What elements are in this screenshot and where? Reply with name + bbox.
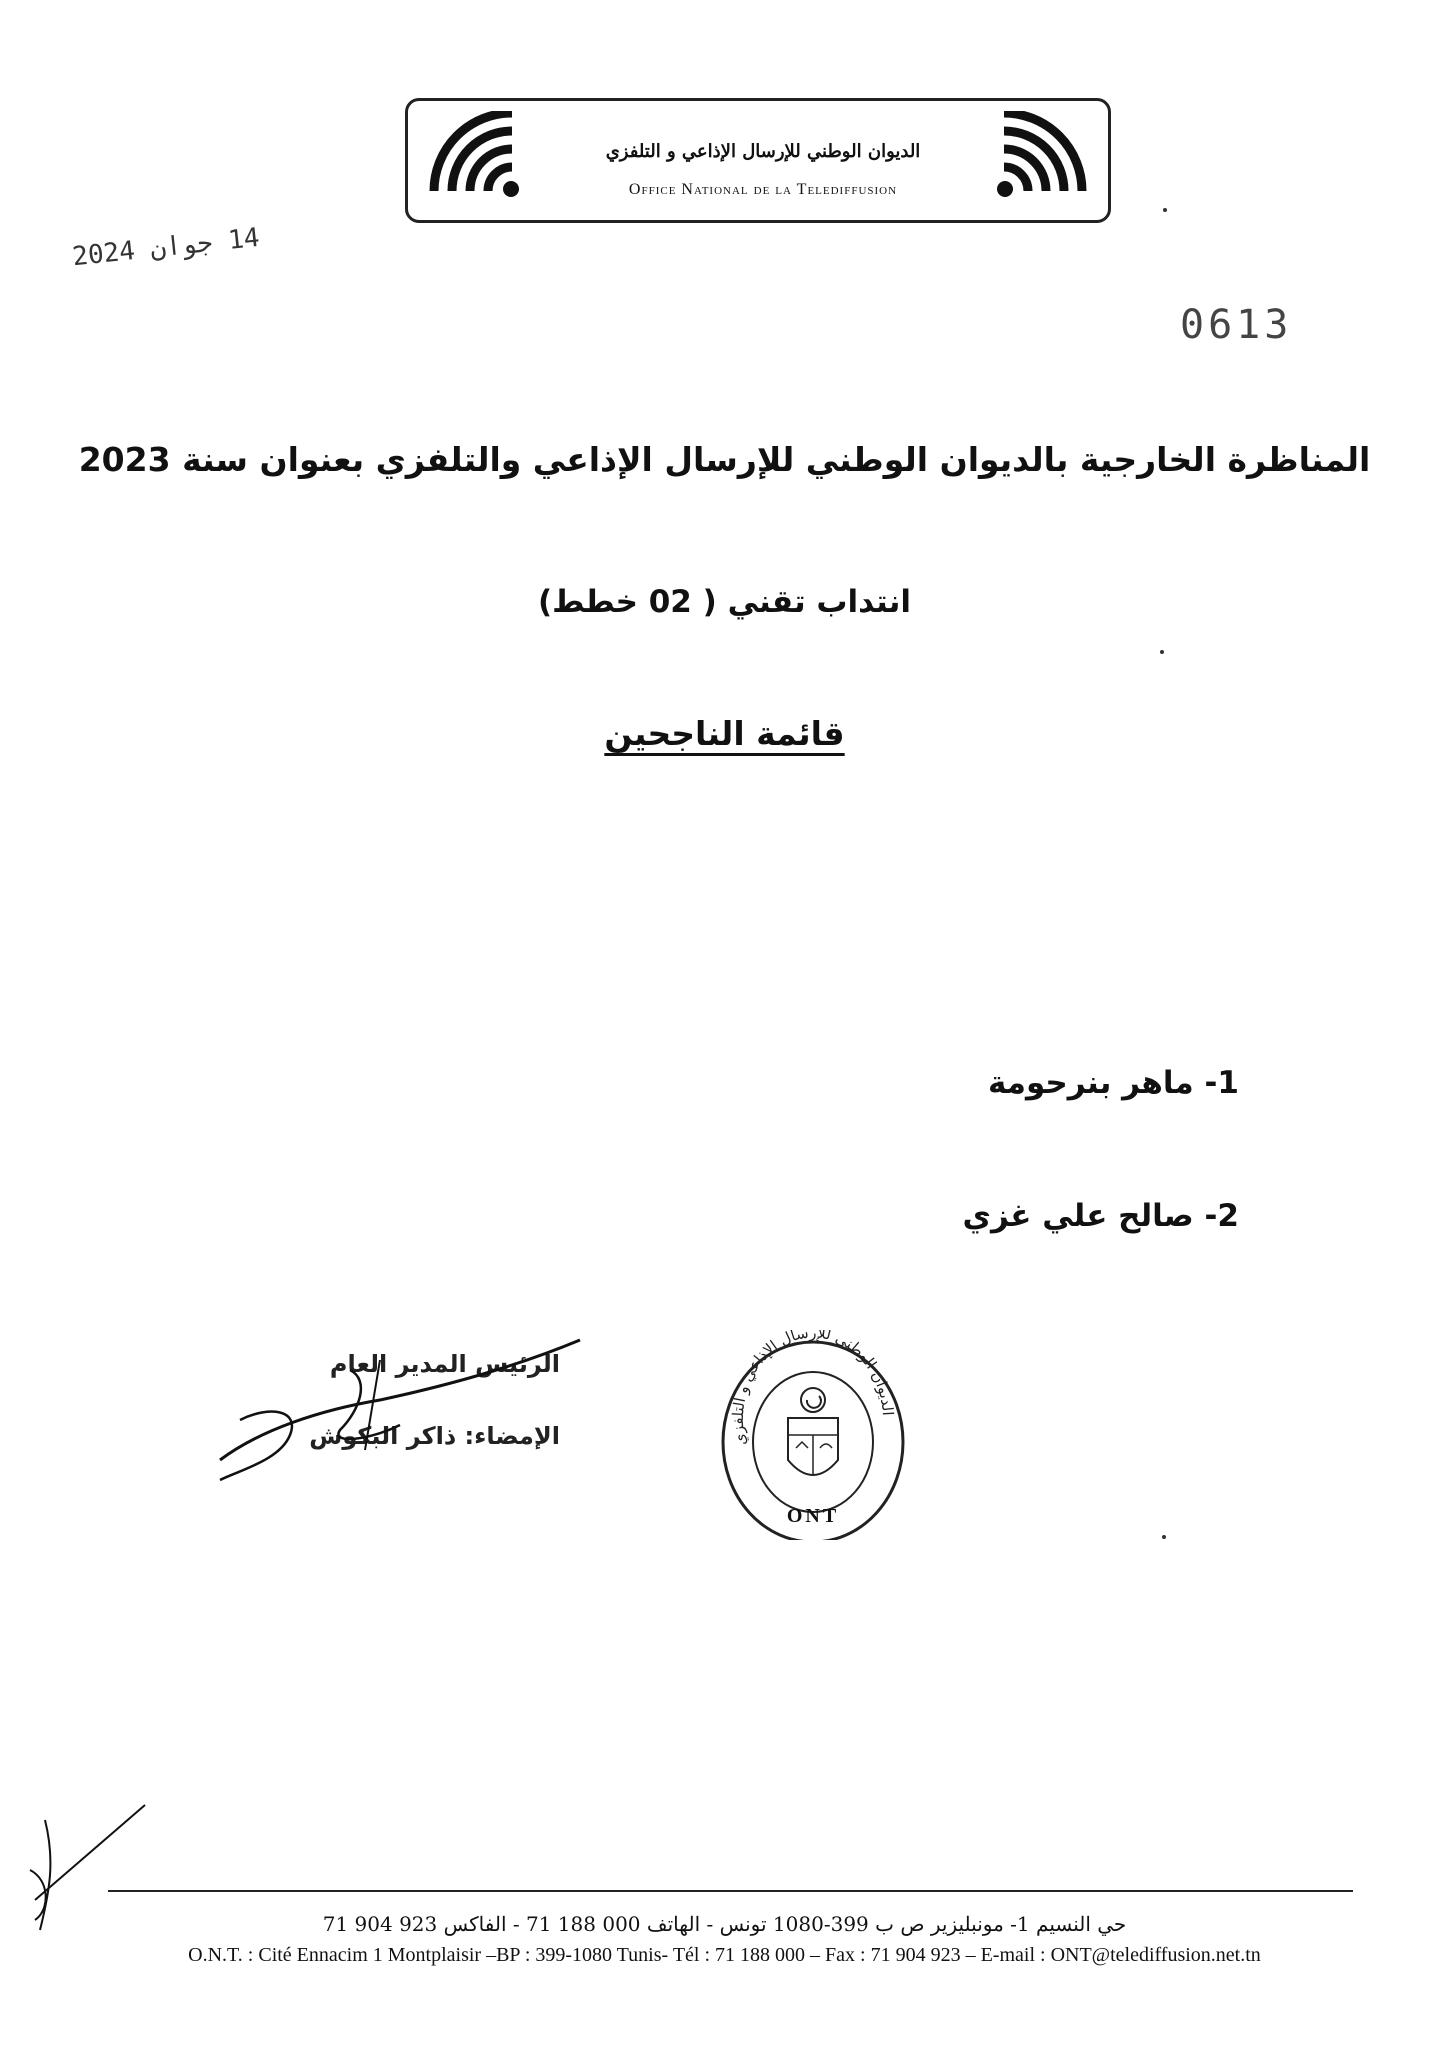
received-date-stamp: 14 جوان 2024: [70, 222, 261, 273]
org-name-french: Office National de la Telediffusion: [628, 181, 898, 198]
official-seal: [718, 1330, 908, 1540]
list-item: 2- صالح علي غزي: [962, 1198, 1239, 1234]
document-subtitle: انتداب تقني ( 02 خطط): [538, 584, 911, 620]
signatory-title: الرئيس المدير العام: [329, 1350, 560, 1378]
letterhead-logo: [405, 98, 1111, 223]
scan-speck: [1162, 1535, 1166, 1539]
broadcast-waves-left-icon: [426, 111, 536, 211]
footer-address-french: O.N.T. : Cité Ennacim 1 Montplaisir –BP : 399-1080 Tunis- Tél : 71 188 000 – Fax : 71 904 923 – E-mail : ONT@telediffusion.net.tn: [188, 1944, 1261, 1966]
handwritten-signature-icon: [200, 1310, 600, 1500]
footer-address-arabic: حي النسيم 1- مونبليزير ص ب 399-1080 تونس - الهاتف 000 188 71 - الفاكس 923 904 71: [322, 1912, 1127, 1936]
scan-speck: [1163, 208, 1167, 212]
scan-speck: [1160, 650, 1164, 654]
broadcast-waves-right-icon: [980, 111, 1090, 211]
signature-block: [200, 1350, 560, 1500]
document-title: المناظرة الخارجية بالديوان الوطني للإرسال الإذاعي والتلفزي بعنوان سنة 2023: [78, 440, 1371, 479]
seal-abbreviation: ONT: [786, 1505, 840, 1527]
list-heading: قائمة الناجحين: [604, 714, 845, 753]
org-name-arabic: الديوان الوطني للإرسال الإذاعي و التلفزي: [605, 141, 921, 162]
signatory-name: الإمضاء: ذاكر البكوش: [309, 1422, 560, 1450]
seal-ring-text: الديوان الوطني للإرسال الإذاعي و التلفزي: [728, 1330, 897, 1448]
list-item: 1- ماهر بنرحومة: [988, 1065, 1239, 1101]
footer-divider: [108, 1890, 1353, 1892]
reference-number: 0613: [1180, 302, 1293, 348]
